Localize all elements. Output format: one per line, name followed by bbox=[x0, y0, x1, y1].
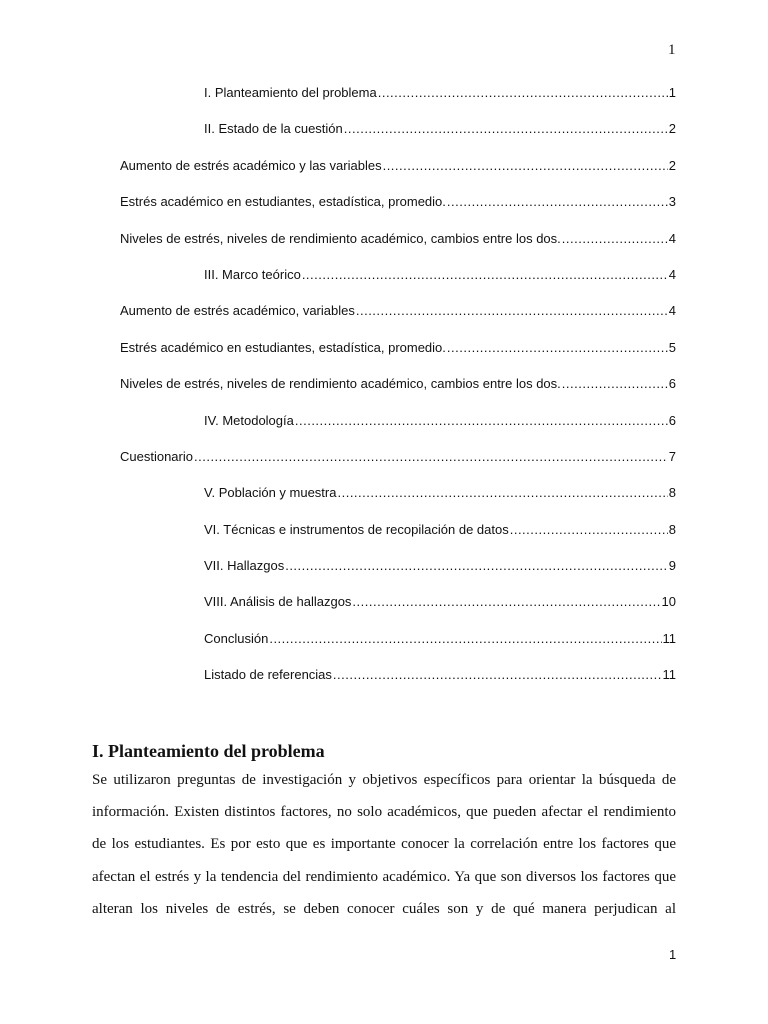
toc-entry-page: 4 bbox=[668, 266, 676, 282]
toc-entry-page: 7 bbox=[668, 448, 676, 464]
toc-entry-label: Estrés académico en estudiantes, estadística, promedio. bbox=[120, 194, 446, 210]
toc-entry-row bbox=[204, 120, 676, 138]
toc-entry[interactable] bbox=[0, 375, 768, 411]
toc-entry-row bbox=[120, 230, 676, 248]
toc-entry-page: 8 bbox=[668, 485, 676, 501]
toc-entry-page: 11 bbox=[662, 667, 676, 683]
toc-entry-row bbox=[204, 593, 676, 611]
toc-leader-dots bbox=[383, 157, 668, 175]
toc-entry[interactable] bbox=[0, 230, 768, 266]
toc-entry-row bbox=[204, 521, 676, 539]
toc-entry[interactable] bbox=[0, 521, 768, 557]
toc-entry-row bbox=[204, 484, 676, 502]
toc-entry-label: V. Población y muestra bbox=[204, 485, 337, 501]
toc-entry[interactable] bbox=[0, 557, 768, 593]
toc-entry-label: VI. Técnicas e instrumentos de recopilación de datos bbox=[204, 521, 509, 537]
section-paragraph: Se utilizaron preguntas de investigación y objetivos específicos para orientar la búsqueda de información. Existen distintos factores, no solo académicos, que pueden afectar el rendimiento de los estudiantes. Es por esto que es importante conocer la correlación entre los factores que afectan el estrés y la tendencia del rendimiento académico. Ya que son diversos los factores que alteran los niveles de estrés, se deben conocer cuáles son y de qué manera perjudican al bbox=[92, 772, 676, 917]
toc-entry-label: Listado de referencias bbox=[204, 667, 332, 683]
toc-entry[interactable] bbox=[0, 593, 768, 629]
toc-entry[interactable] bbox=[0, 193, 768, 229]
toc-leader-dots bbox=[302, 266, 668, 284]
toc-entry[interactable] bbox=[0, 484, 768, 520]
toc-entry-row bbox=[204, 630, 676, 648]
toc-entry-row bbox=[204, 666, 676, 684]
toc-entry-page: 10 bbox=[661, 594, 676, 610]
toc-leader-dots bbox=[510, 521, 668, 539]
toc-entry-label: Conclusión bbox=[204, 630, 269, 646]
toc-leader-dots bbox=[562, 230, 668, 248]
toc-entry-page: 6 bbox=[668, 412, 676, 428]
toc-leader-dots bbox=[337, 484, 667, 502]
toc-entry-label: IV. Metodología bbox=[204, 412, 294, 428]
toc-entry-label: II. Estado de la cuestión bbox=[204, 121, 343, 137]
toc-entry-row bbox=[204, 557, 676, 575]
toc-entry-label: III. Marco teórico bbox=[204, 266, 301, 282]
toc-leader-dots bbox=[269, 630, 661, 648]
toc-leader-dots bbox=[295, 412, 668, 430]
toc-entry-label: VIII. Análisis de hallazgos bbox=[204, 594, 352, 610]
toc-leader-dots bbox=[344, 120, 668, 138]
toc-entry[interactable] bbox=[0, 666, 768, 702]
toc-entry-page: 6 bbox=[668, 376, 676, 392]
toc-entry-row bbox=[120, 193, 676, 211]
toc-leader-dots bbox=[194, 448, 668, 466]
toc-entry[interactable] bbox=[0, 157, 768, 193]
toc-entry[interactable] bbox=[0, 302, 768, 338]
toc-entry-page: 8 bbox=[668, 521, 676, 537]
toc-entry-row bbox=[120, 157, 676, 175]
toc-entry-row bbox=[204, 266, 676, 284]
toc-leader-dots bbox=[447, 339, 668, 357]
toc-entry-page: 11 bbox=[662, 630, 676, 646]
toc-entry[interactable] bbox=[0, 448, 768, 484]
toc-entry[interactable] bbox=[0, 266, 768, 302]
toc-leader-dots bbox=[352, 593, 660, 611]
toc-entry-page: 4 bbox=[668, 303, 676, 319]
toc-leader-dots bbox=[333, 666, 662, 684]
toc-entry-page: 2 bbox=[668, 157, 676, 173]
toc-entry[interactable] bbox=[0, 84, 768, 120]
toc-leader-dots bbox=[378, 84, 668, 102]
toc-entry[interactable] bbox=[0, 412, 768, 448]
footer-page-number: 1 bbox=[669, 947, 677, 962]
toc-entry-page: 1 bbox=[668, 85, 676, 100]
toc-entry-label: I. Planteamiento del problema bbox=[204, 85, 377, 100]
toc-entry-page: 2 bbox=[668, 121, 676, 137]
toc-entry-row bbox=[120, 302, 676, 320]
section-heading: I. Planteamiento del problema bbox=[92, 741, 325, 761]
toc-entry[interactable] bbox=[0, 630, 768, 666]
toc-entry-row bbox=[204, 412, 676, 430]
toc-entry-label: VII. Hallazgos bbox=[204, 558, 285, 574]
toc-leader-dots bbox=[285, 557, 668, 575]
toc-leader-dots bbox=[356, 302, 668, 320]
toc-entry[interactable] bbox=[0, 339, 768, 375]
toc-entry-row bbox=[120, 375, 676, 393]
toc-entry-label: Aumento de estrés académico, variables bbox=[120, 303, 355, 319]
toc-entry-label: Niveles de estrés, niveles de rendimiento académico, cambios entre los dos. bbox=[120, 376, 561, 392]
header-page-number: 1 bbox=[668, 42, 676, 58]
toc-leader-dots bbox=[562, 375, 668, 393]
toc-entry-label: Estrés académico en estudiantes, estadística, promedio. bbox=[120, 339, 446, 355]
toc-entry-page: 5 bbox=[668, 339, 676, 355]
toc-entry-label: Cuestionario bbox=[120, 448, 193, 464]
toc-entry[interactable] bbox=[0, 120, 768, 156]
toc-entry-label: Niveles de estrés, niveles de rendimiento académico, cambios entre los dos. bbox=[120, 230, 561, 246]
toc-entry-page: 3 bbox=[668, 194, 676, 210]
toc-entry-label: Aumento de estrés académico y las variables bbox=[120, 157, 382, 173]
toc-entry-page: 4 bbox=[668, 230, 676, 246]
toc-entry-page: 9 bbox=[668, 558, 676, 574]
toc-entry-row bbox=[120, 339, 676, 357]
toc-entry-row bbox=[120, 448, 676, 466]
toc-entry-row bbox=[204, 84, 676, 102]
table-of-contents bbox=[0, 84, 768, 703]
toc-leader-dots bbox=[447, 193, 668, 211]
